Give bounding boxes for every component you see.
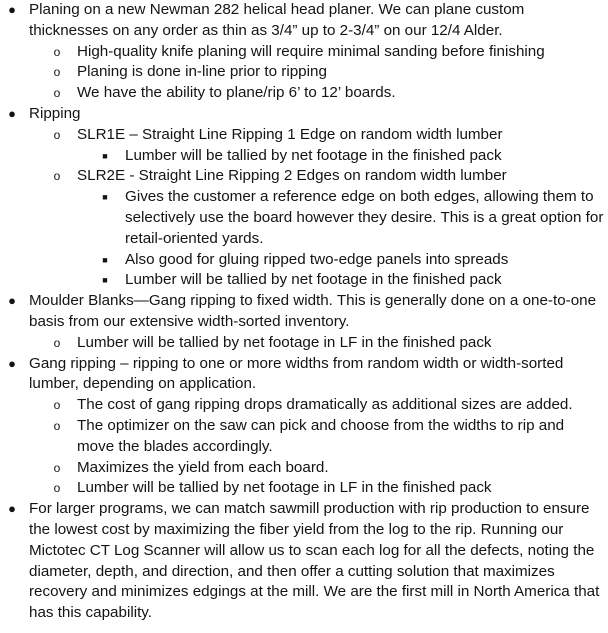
sub-bullet-text: The cost of gang ripping drops dramatically as additional sizes are added.	[77, 396, 573, 414]
bullet-circle-icon: o	[53, 335, 61, 350]
sub-bullet-text: Lumber will be tallied by net footage in LF in the finished pack	[77, 333, 492, 351]
sub-sub-bullet-text: Also good for gluing ripped two-edge panels into spreads	[125, 250, 509, 268]
sub-bullet-text: SLR2E - Straight Line Ripping 2 Edges on random width lumber	[77, 167, 507, 185]
bullet-circle-icon: o	[53, 398, 61, 413]
bullet-planing	[0, 0, 608, 42]
sub-bullet	[0, 333, 608, 354]
sub-bullet-text: We have the ability to plane/rip 6’ to 12’ boards.	[77, 84, 396, 102]
bullet-circle-icon: o	[53, 169, 61, 184]
bullet-text: Ripping	[29, 104, 81, 122]
sub-sub-bullet-text: Lumber will be tallied by net footage in the finished pack	[125, 271, 502, 289]
bullet-moulder-blanks	[0, 291, 608, 333]
sub-bullet-text: The optimizer on the saw can pick and choose from the widths to rip and move the blades accordingly.	[77, 416, 565, 455]
sub-bullet-text: High-quality knife planing will require minimal sanding before finishing	[77, 42, 545, 60]
sub-sub-bullet	[0, 146, 608, 167]
sub-bullet	[0, 62, 608, 83]
sub-bullet-slr1e	[0, 125, 608, 146]
bullet-text: Moulder Blanks—Gang ripping to fixed width. This is generally done on a one-to-one basis from our extensive width-sorted inventory.	[29, 292, 597, 330]
sub-sub-bullet	[0, 250, 608, 271]
sub-bullet-text: Planing is done in-line prior to ripping	[77, 63, 327, 81]
bullet-circle-icon: o	[53, 418, 61, 433]
sub-sub-bullet	[0, 187, 608, 249]
sub-bullet-slr2e	[0, 166, 608, 187]
bullet-text: Planing on a new Newman 282 helical head planer. We can plane custom thicknesses on any order as thin as 3/4” up to 2-3/4” on our 12/4 Alder.	[29, 1, 525, 39]
bullet-circle-icon: o	[53, 481, 61, 496]
bullet-gang-ripping	[0, 354, 608, 396]
bullet-square-icon: ■	[102, 150, 108, 161]
sub-bullet	[0, 83, 608, 104]
bullet-disc-icon: ●	[8, 355, 16, 371]
bullet-circle-icon: o	[53, 86, 61, 101]
sub-bullet	[0, 416, 608, 458]
bullet-disc-icon: ●	[8, 293, 16, 309]
sub-bullet	[0, 478, 608, 499]
bullet-circle-icon: o	[53, 65, 61, 80]
bullet-square-icon: ■	[102, 275, 108, 286]
bullet-disc-icon: ●	[8, 2, 16, 17]
sub-bullet-text: SLR1E – Straight Line Ripping 1 Edge on random width lumber	[77, 125, 503, 143]
sub-sub-bullet	[0, 270, 608, 291]
bullet-circle-icon: o	[53, 44, 61, 59]
sub-bullet	[0, 395, 608, 416]
bullet-ripping	[0, 104, 608, 125]
bullet-disc-icon: ●	[8, 501, 16, 517]
sub-bullet	[0, 42, 608, 63]
bullet-circle-icon: o	[53, 460, 61, 475]
bullet-text: For larger programs, we can match sawmill production with rip production to ensure the lowest cost by maximizing the fiber yield from the log to the rip. Running our Mictotec CT Log Scanner will allow us to scan each log for all the defects, noting the diameter, depth, and direction, and then offer a cutting solution that maximizes recovery and minimizes edgings at the mill. We are the first mill in North America that has this capability.	[29, 500, 600, 622]
bullet-text: Gang ripping – ripping to one or more widths from random width or width-sorted lumber, depending on application.	[29, 354, 564, 393]
bullet-larger-programs	[0, 499, 608, 624]
sub-bullet	[0, 458, 608, 479]
sub-bullet-text: Lumber will be tallied by net footage in LF in the finished pack	[77, 479, 492, 497]
bullet-square-icon: ■	[102, 192, 108, 203]
sub-sub-bullet-text: Gives the customer a reference edge on both edges, allowing them to selectively use the board however they desire. This is a great option for retail-oriented yards.	[125, 188, 604, 247]
sub-sub-bullet-text: Lumber will be tallied by net footage in the finished pack	[125, 146, 502, 164]
bullet-square-icon: ■	[102, 254, 108, 265]
bullet-disc-icon: ●	[8, 105, 16, 121]
sub-bullet-text: Maximizes the yield from each board.	[77, 458, 329, 476]
bullet-circle-icon: o	[53, 127, 61, 142]
